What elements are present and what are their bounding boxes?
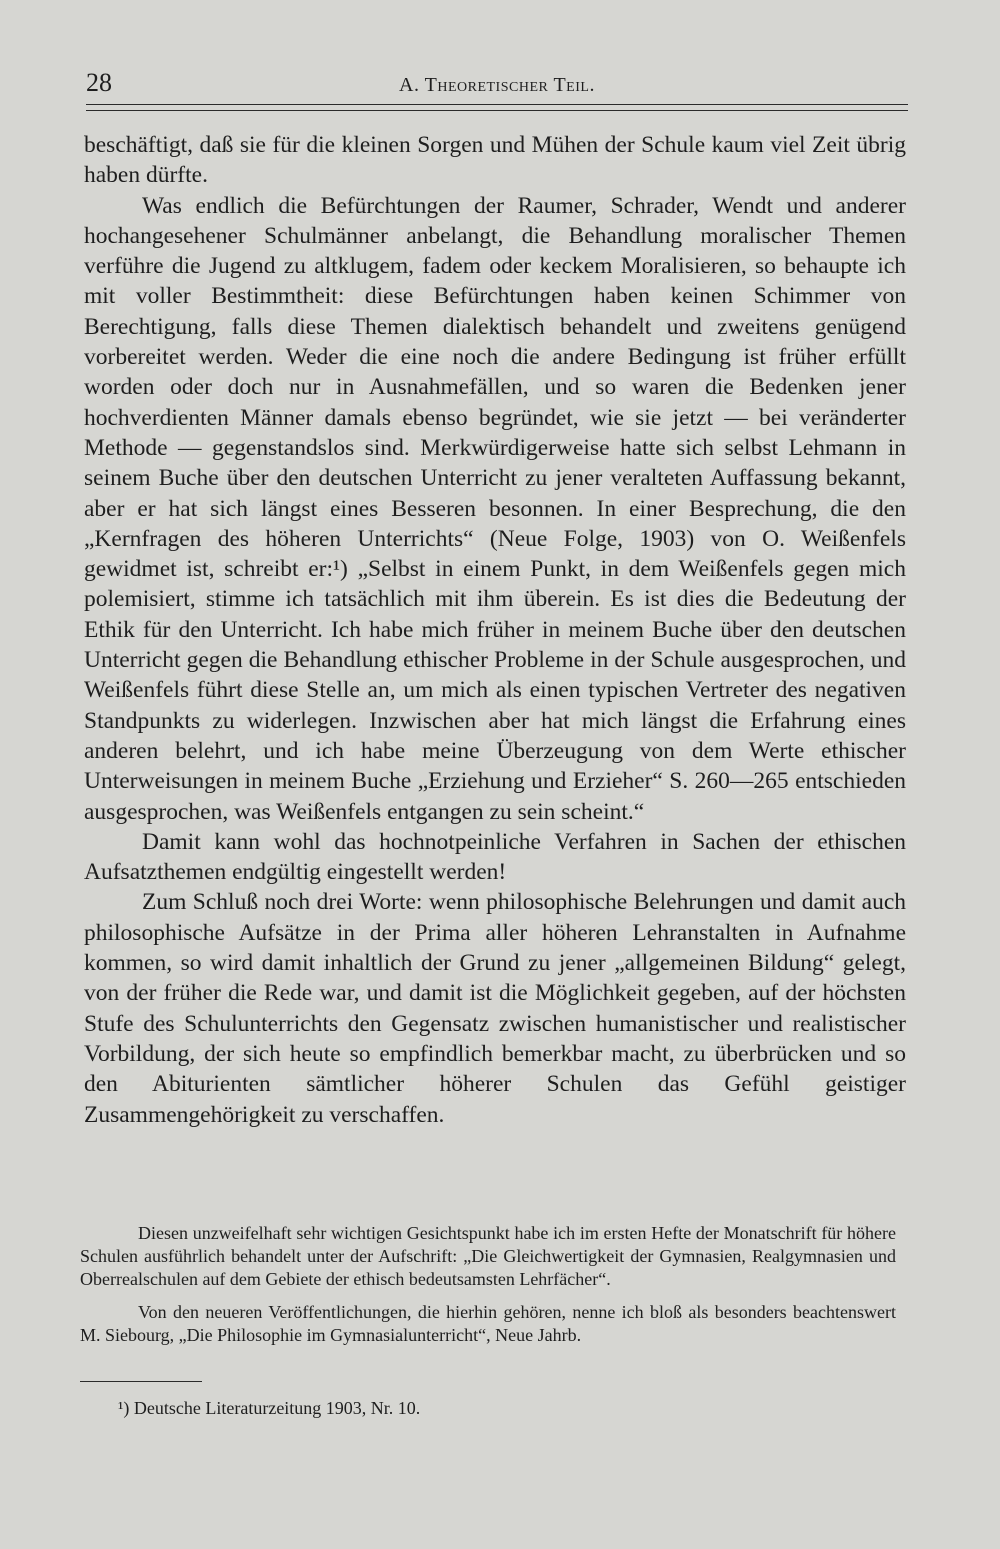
paragraph: beschäftigt, daß sie für die kleinen Sorgen und Mühen der Schule kaum viel Zeit übrig haben dürfte.	[84, 132, 906, 189]
note-paragraph: Von den neueren Veröffentlichungen, die hierhin gehören, nenne ich bloß als besonders beachtenswert M. Siebourg, „Die Philosophie im Gymnasialunterricht“, Neue Jahrb.	[80, 1302, 896, 1345]
page-number: 28	[86, 68, 112, 97]
note-paragraph: Diesen unzweifelhaft sehr wichtigen Gesichtspunkt habe ich im ersten Hefte der Monatschrift für höhere Schulen ausführlich behandelt unter der Aufschrift: „Die Gleichwertigkeit der Gymnasien, Realgymnasien und Oberrealschulen auf dem Gebiete der ethisch bedeutsamsten Lehrfächer“.	[80, 1223, 896, 1289]
header-rule	[86, 104, 908, 105]
small-print-notes	[80, 1222, 896, 1357]
footnote-rule	[80, 1381, 202, 1382]
header-rule-second	[86, 110, 908, 111]
page-header	[86, 68, 908, 100]
paragraph: Was endlich die Befürchtungen der Raumer, Schrader, Wendt und anderer hochangesehener Schulmänner anbelangt, die Behandlung moralischer Themen verführe die Jugend zu altklugem, fadem oder keckem Moralisieren, so behaupte ich mit voller Bestimmtheit: diese Befürchtungen haben keinen Schimmer von Berechtigung, falls diese Themen dialektisch behandelt und zweitens genügend vorbereitet werden. Weder die eine noch die andere Bedingung ist früher erfüllt worden oder doch nur in Ausnahmefällen, und so waren die Bedenken jener hochverdienten Männer damals ebenso begründet, wie sie jetzt — bei veränderter Methode — gegenstandslos sind. Merkwürdigerweise hatte sich selbst Lehmann in seinem Buche über den deutschen Unterricht zu jener veralteten Auffassung bekannt, aber er hat sich längst eines Besseren besonnen. In einer Besprechung, die den „Kernfragen des höheren Unterrichts“ (Neue Folge, 1903) von O. Weißenfels gewidmet ist, schreibt er:¹) „Selbst in einem Punkt, in dem Weißenfels gegen mich polemisiert, stimme ich tatsächlich mit ihm überein. Es ist dies die Bedeutung der Ethik für den Unterricht. Ich habe mich früher in meinem Buche über den deutschen Unterricht gegen die Behandlung ethischer Probleme in der Schule ausgesprochen, und Weißenfels führt diese Stelle an, um mich als einen typischen Vertreter des negativen Standpunkts zu widerlegen. Inzwischen aber hat mich längst die Erfahrung eines anderen belehrt, und ich habe meine Überzeugung von dem Werte ethischer Unterweisungen in meinem Buche „Erziehung und Erzieher“ S. 260—265 entschieden ausgesprochen, was Weißenfels entgangen zu sein scheint.“	[84, 192, 906, 825]
main-text	[84, 130, 906, 1130]
paragraph: Damit kann wohl das hochnotpeinliche Verfahren in Sachen der ethischen Aufsatzthemen endgültig eingestellt werden!	[84, 828, 906, 886]
paragraph: Zum Schluß noch drei Worte: wenn philosophische Belehrungen und damit auch philosophische Aufsätze in der Prima aller höheren Lehranstalten in Aufnahme kommen, so wird damit inhaltlich der Grund zu jener „allgemeinen Bildung“ gelegt, von der früher die Rede war, und damit ist die Möglichkeit gegeben, auf der höchsten Stufe des Schulunterrichts den Gegensatz zwischen humanistischer und realistischer Vorbildung, der sich heute so empfindlich bemerkbar macht, zu überbrücken und so den Abiturienten sämtlicher höherer Schulen das Gefühl geistiger Zusammengehörigkeit zu verschaffen.	[84, 889, 906, 1128]
footnote: ¹) Deutsche Literaturzeitung 1903, Nr. 10.	[118, 1398, 421, 1418]
running-head: A. Theoretischer Teil.	[399, 74, 595, 96]
